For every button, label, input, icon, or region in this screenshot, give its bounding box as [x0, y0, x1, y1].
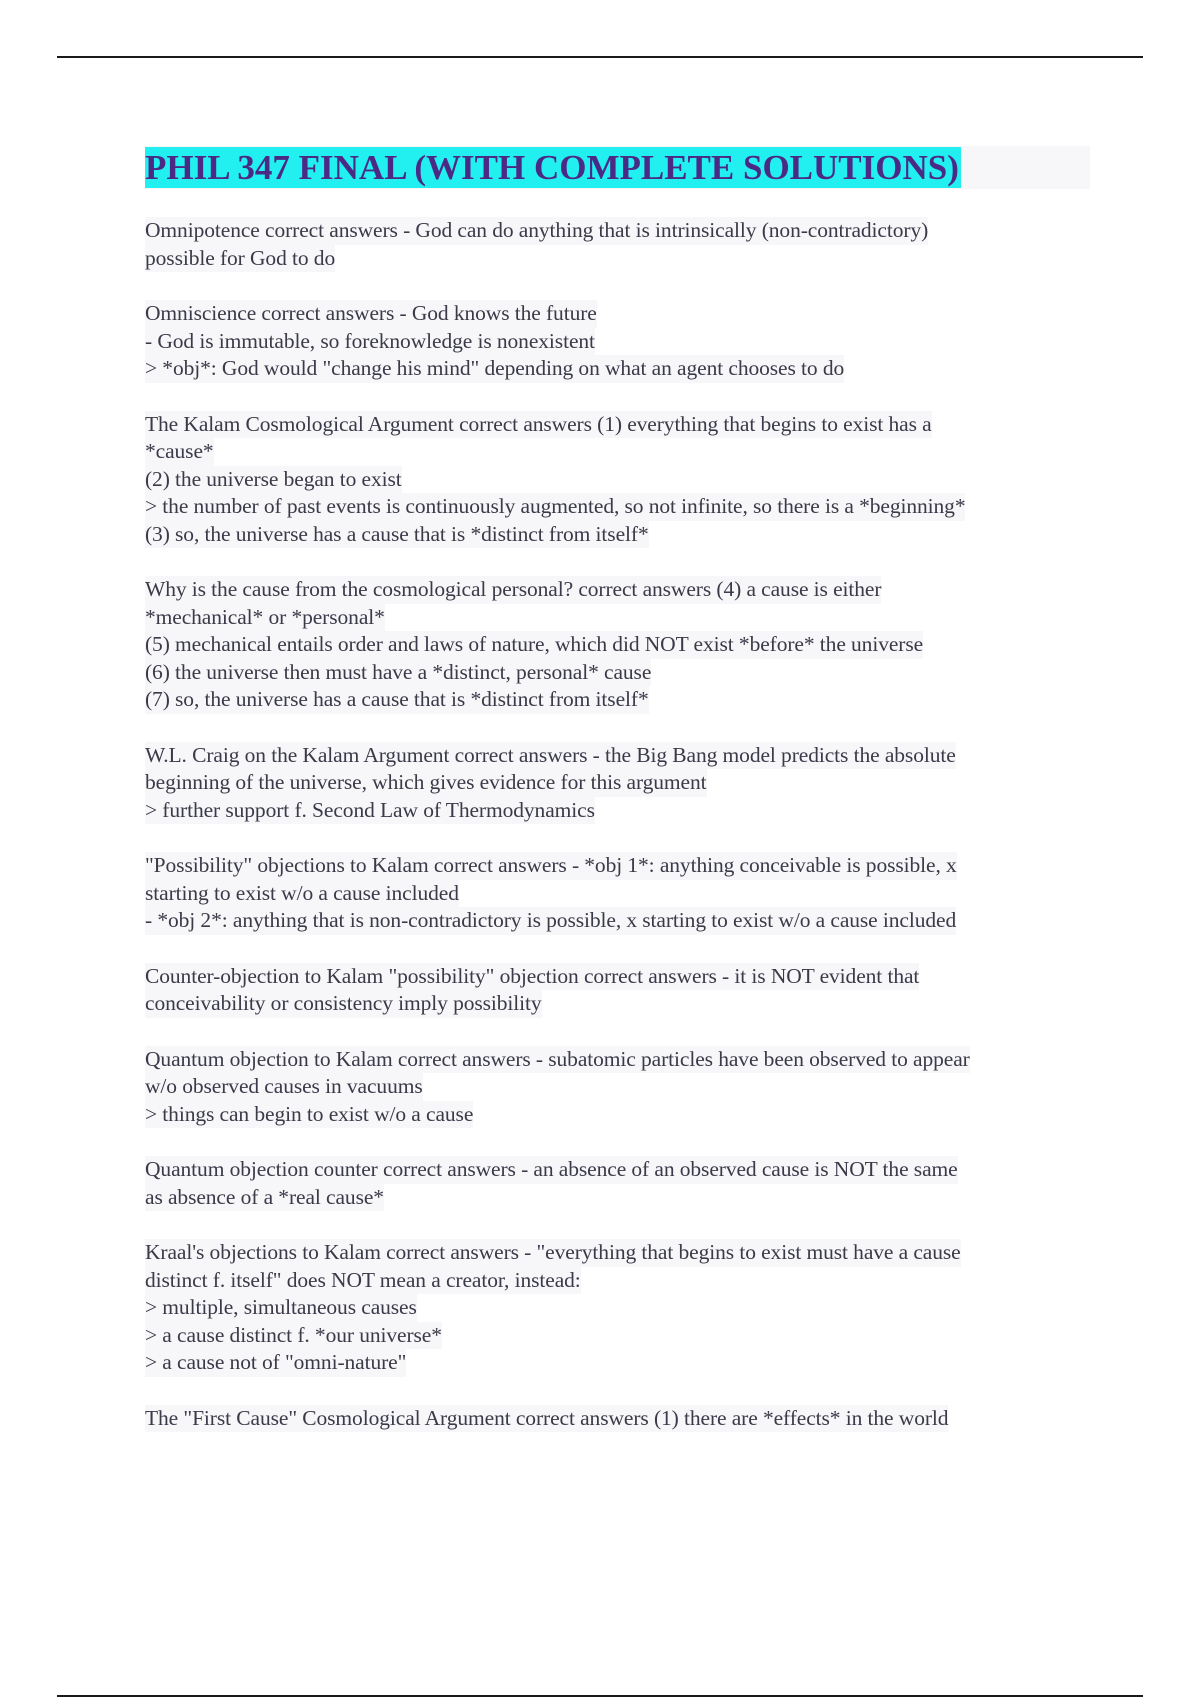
entry-line: > further support f. Second Law of Thermodynamics	[145, 797, 595, 825]
entry-line: (5) mechanical entails order and laws of nature, which did NOT exist *before* the universe	[145, 631, 923, 659]
qa-entry	[145, 1405, 1090, 1433]
entry-line: Why is the cause from the cosmological personal? correct answers (4) a cause is either	[145, 576, 881, 604]
qa-entry	[145, 1046, 1090, 1129]
entry-line: conceivability or consistency imply possibility	[145, 990, 542, 1018]
entry-line: > things can begin to exist w/o a cause	[145, 1101, 473, 1129]
entry-line: > *obj*: God would "change his mind" depending on what an agent chooses to do	[145, 355, 844, 383]
top-rule	[57, 56, 1143, 58]
entry-line: distinct f. itself" does NOT mean a creator, instead:	[145, 1267, 581, 1295]
qa-entry	[145, 852, 1090, 935]
entry-line: (2) the universe began to exist	[145, 466, 402, 494]
entry-line: *mechanical* or *personal*	[145, 604, 385, 632]
entry-line: Omnipotence correct answers - God can do anything that is intrinsically (non-contradictory)	[145, 217, 928, 245]
entry-line: (6) the universe then must have a *distinct, personal* cause	[145, 659, 651, 687]
entry-line: as absence of a *real cause*	[145, 1184, 384, 1212]
qa-list	[145, 217, 1090, 1432]
entry-line: Quantum objection counter correct answers - an absence of an observed cause is NOT the same	[145, 1156, 958, 1184]
entry-line: The Kalam Cosmological Argument correct answers (1) everything that begins to exist has a	[145, 411, 932, 439]
qa-entry	[145, 576, 1090, 714]
entry-line: The "First Cause" Cosmological Argument correct answers (1) there are *effects* in the world	[145, 1405, 948, 1433]
qa-entry	[145, 963, 1090, 1018]
entry-line: beginning of the universe, which gives evidence for this argument	[145, 769, 707, 797]
entry-line: *cause*	[145, 438, 214, 466]
qa-entry	[145, 217, 1090, 272]
entry-line: "Possibility" objections to Kalam correct answers - *obj 1*: anything conceivable is possible, x	[145, 852, 957, 880]
entry-line: > a cause not of "omni-nature"	[145, 1349, 406, 1377]
entry-line: (3) so, the universe has a cause that is *distinct from itself*	[145, 521, 649, 549]
entry-line: possible for God to do	[145, 245, 335, 273]
qa-entry	[145, 300, 1090, 383]
entry-line: - *obj 2*: anything that is non-contradictory is possible, x starting to exist w/o a cause included	[145, 907, 956, 935]
entry-line: (7) so, the universe has a cause that is *distinct from itself*	[145, 686, 649, 714]
document-title: PHIL 347 FINAL (WITH COMPLETE SOLUTIONS)	[145, 148, 959, 187]
entry-line: > a cause distinct f. *our universe*	[145, 1322, 442, 1350]
entry-line: > the number of past events is continuously augmented, so not infinite, so there is a *beginning*	[145, 493, 965, 521]
entry-line: starting to exist w/o a cause included	[145, 880, 459, 908]
qa-entry	[145, 1156, 1090, 1211]
bottom-rule	[57, 1695, 1143, 1697]
entry-line: w/o observed causes in vacuums	[145, 1073, 423, 1101]
entry-line: Counter-objection to Kalam "possibility" objection correct answers - it is NOT evident that	[145, 963, 919, 991]
document-body	[145, 146, 1090, 1460]
entry-line: > multiple, simultaneous causes	[145, 1294, 417, 1322]
entry-line: - God is immutable, so foreknowledge is nonexistent	[145, 328, 595, 356]
entry-line: Quantum objection to Kalam correct answers - subatomic particles have been observed to appear	[145, 1046, 970, 1074]
entry-line: Kraal's objections to Kalam correct answers - "everything that begins to exist must have a cause	[145, 1239, 961, 1267]
qa-entry	[145, 742, 1090, 825]
entry-line: Omniscience correct answers - God knows the future	[145, 300, 597, 328]
qa-entry	[145, 1239, 1090, 1377]
title-bar	[145, 146, 1090, 189]
qa-entry	[145, 411, 1090, 549]
entry-line: W.L. Craig on the Kalam Argument correct answers - the Big Bang model predicts the absolute	[145, 742, 956, 770]
